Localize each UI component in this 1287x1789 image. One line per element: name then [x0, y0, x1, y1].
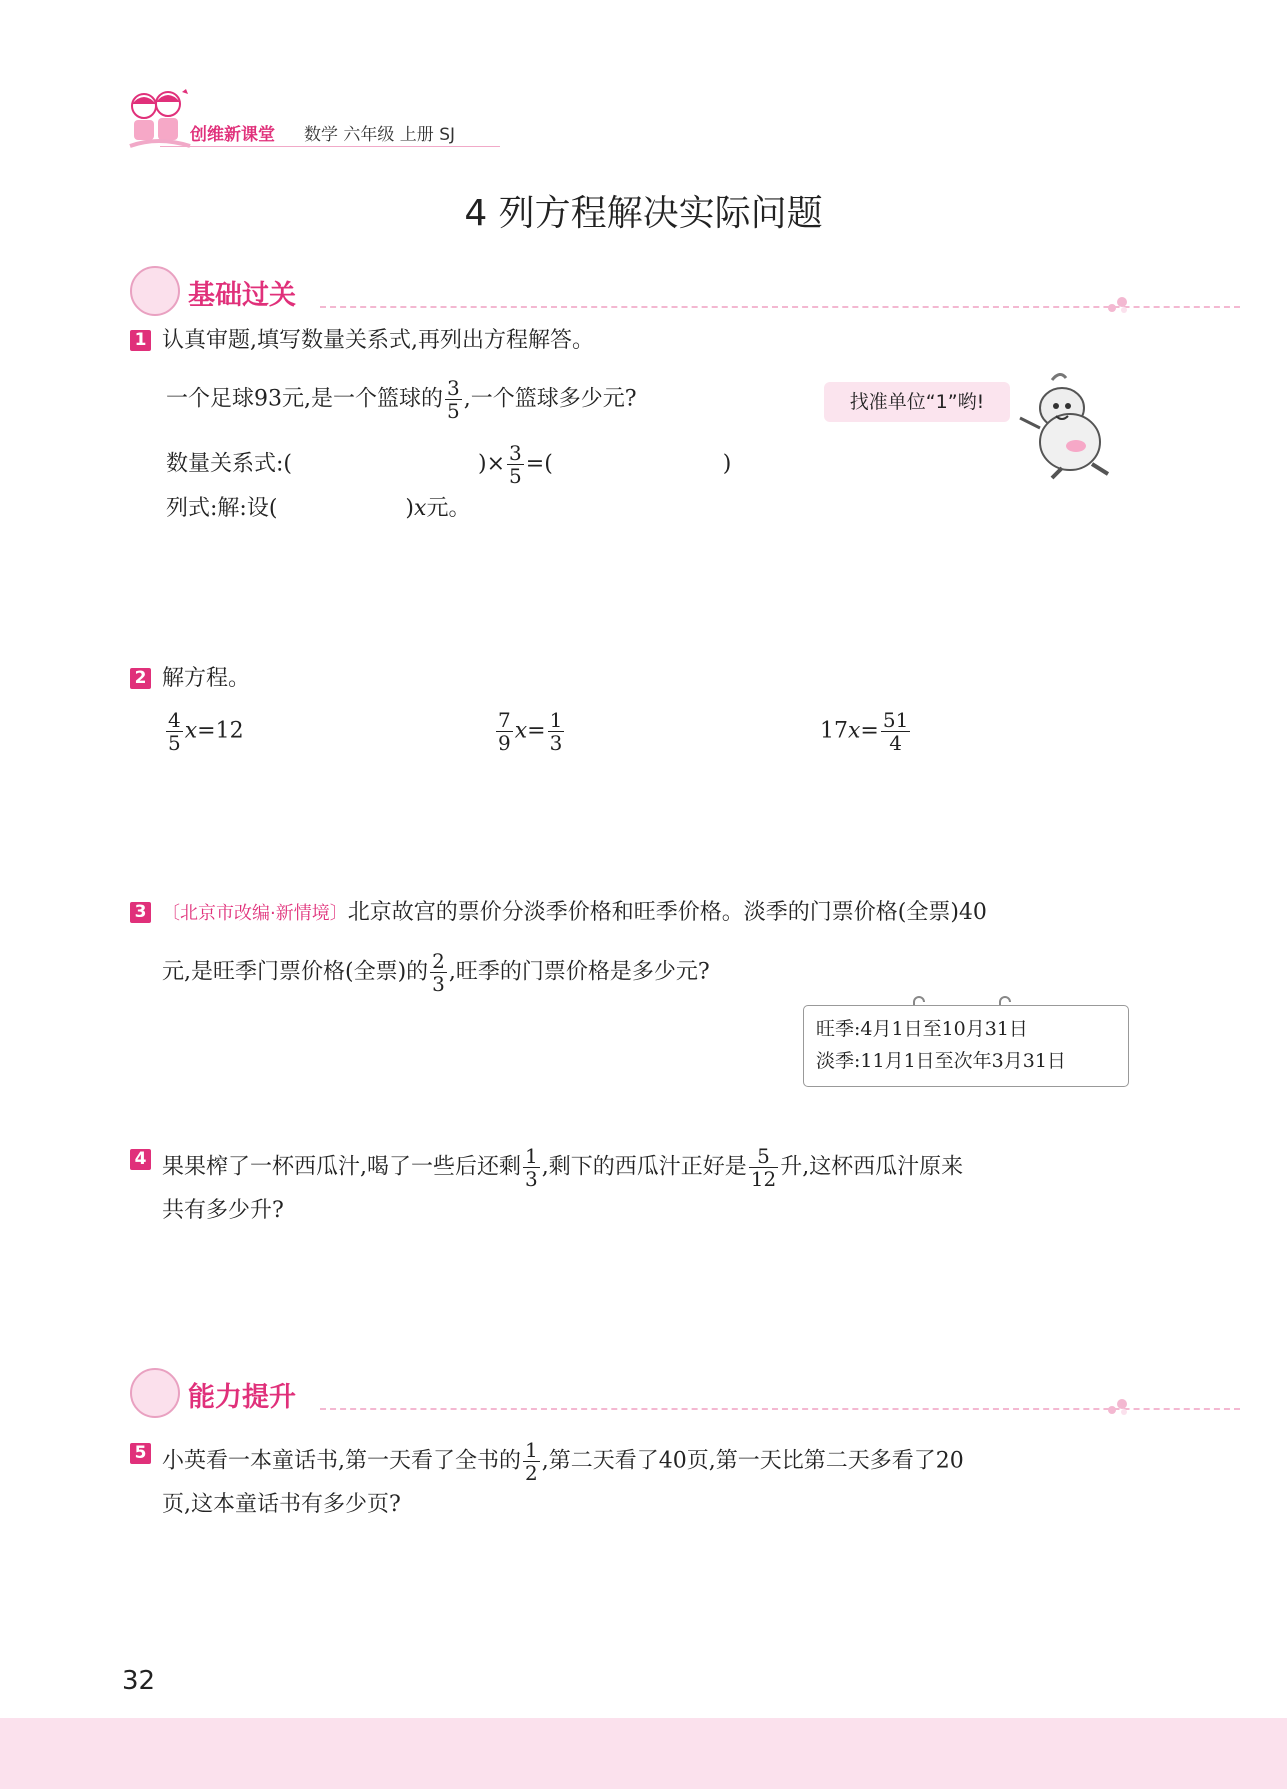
dashed-divider	[320, 306, 1240, 308]
equation-3: 17x= $\frac{51}{4}$	[820, 708, 909, 755]
eggplant-mascot-icon	[1012, 368, 1122, 480]
hint-bubble: 找准单位“1”哟!	[824, 382, 1010, 422]
footer-band	[0, 1718, 1287, 1789]
fraction: $\frac{3}{5}$	[509, 441, 522, 488]
question-number: 4	[130, 1149, 151, 1170]
q1-problem	[166, 377, 637, 422]
subject-info: 数学 六年级 上册 SJ	[304, 125, 456, 145]
off-season: 淡季:11月1日至次年3月31日	[816, 1050, 1066, 1072]
q1-problem-text: 一个足球93元,是一个篮球的	[166, 386, 443, 412]
kids-logo	[124, 88, 194, 154]
section-badge-icon	[130, 1368, 180, 1418]
q1-instruction: 认真审题,填写数量关系式,再列出方程解答。	[162, 328, 594, 353]
q3-line2: 元,是旺季门票价格(全票)的 $\frac{2}{3}$ ,旺季的门票价格是多少元?	[162, 949, 710, 996]
fraction: $\frac{3}{5}$	[447, 376, 460, 423]
question-number: 5	[130, 1443, 151, 1464]
page-number: 32	[122, 1666, 156, 1696]
brand-name: 创维新课堂	[190, 125, 275, 145]
season-info-card	[803, 1005, 1129, 1087]
question-number: 3	[130, 902, 151, 923]
equation-2: $\frac{7}{9}$ x= $\frac{1}{3}$	[498, 708, 563, 755]
q2-instruction: 解方程。	[162, 666, 251, 691]
peak-season: 旺季:4月1日至10月31日	[816, 1018, 1028, 1040]
q1-relation: 数量关系式:( )× $\frac{3}{5}$ =( )	[166, 441, 732, 488]
source-tag: 〔北京市改编·新情境〕	[162, 903, 348, 924]
q4-line1: 果果榨了一杯西瓜汁,喝了一些后还剩 $\frac{1}{3}$ ,剩下的西瓜汁正好是 $\frac{5}{12}$ 升,这杯西瓜汁原来	[162, 1144, 964, 1191]
q5-line1: 小英看一本童话书,第一天看了全书的 $\frac{1}{2}$ ,第二天看了40页,第一天比第二天多看了20	[162, 1438, 964, 1485]
section-header-basic	[130, 266, 1130, 316]
section-header-advanced	[130, 1368, 1130, 1418]
question-number: 2	[130, 668, 151, 689]
q1-solve: 列式:解:设( )x元。	[166, 496, 471, 521]
equation-1: $\frac{4}{5}$ x=12	[168, 708, 244, 755]
section-title: 基础过关	[188, 280, 296, 311]
dashed-divider	[320, 1408, 1240, 1410]
dots-decoration-icon	[1106, 296, 1130, 314]
header-rule	[160, 146, 500, 147]
q4-line2: 共有多少升?	[162, 1198, 284, 1223]
q3-line1: 〔北京市改编·新情境〕北京故宫的票价分淡季价格和旺季价格。淡季的门票价格(全票)40	[162, 900, 987, 925]
q1-problem-text-end: ,一个篮球多少元?	[463, 386, 637, 412]
page-title: 4 列方程解决实际问题	[464, 193, 823, 234]
question-number: 1	[130, 330, 151, 351]
q5-line2: 页,这本童话书有多少页?	[162, 1492, 401, 1517]
section-title: 能力提升	[188, 1382, 296, 1413]
section-badge-icon	[130, 266, 180, 316]
dots-decoration-icon	[1106, 1398, 1130, 1416]
